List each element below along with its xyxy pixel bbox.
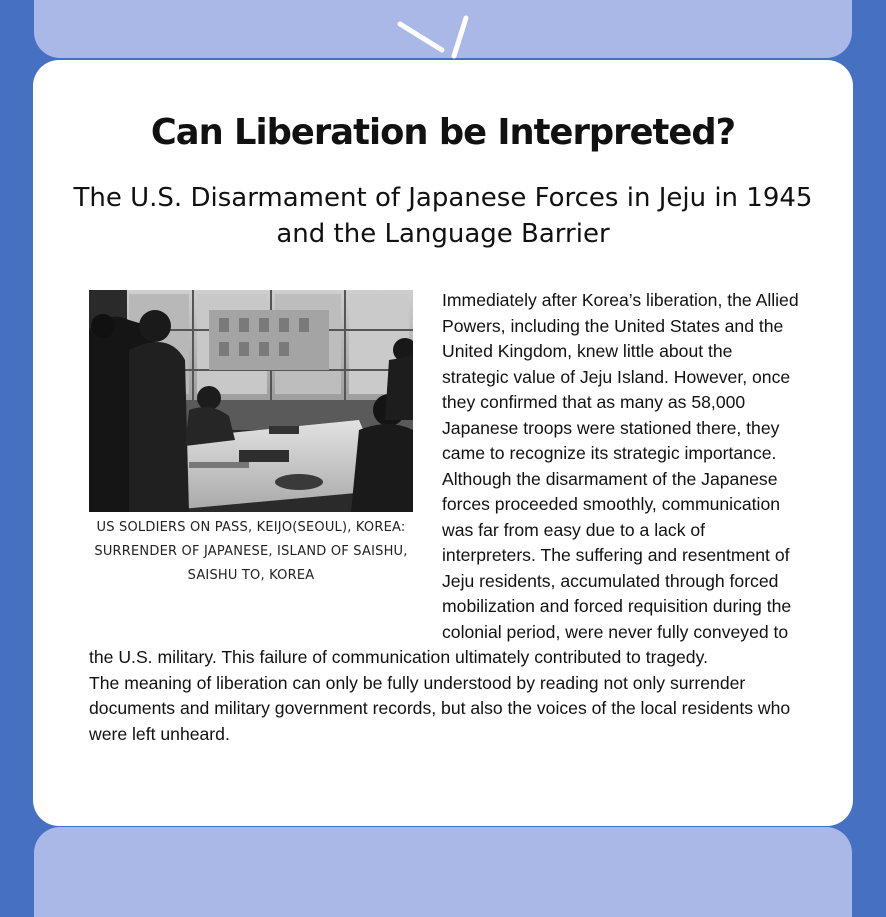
article-body [89, 288, 801, 747]
article-paragraph-1: Immediately after Korea’s liberation, the Allied Powers, including the United States and the United Kingdom, knew little about the strategic value of Jeju Island. However, once they confirmed that as many as 58,000 Japanese troops were stationed there, they came to recognize its strategic importance. Although the disarmament of the Japanese forces proceeded smoothly, communication was far from easy due to a lack of interpreters. The suffering and resentment of Jeju residents, accumulated through forced mobilization and forced requisition during the colonial period, were never fully conveyed to the U.S. military. This failure of communication ultimately contributed to tragedy. [89, 290, 799, 667]
antenna-icon [390, 14, 480, 64]
photo-caption: US SOLDIERS ON PASS, KEIJO(SEOUL), KOREA: SURRENDER OF JAPANESE, ISLAND OF SAISHU, SAISHU TO, KOREA [94, 520, 408, 583]
page-title: Can Liberation be Interpreted? [150, 112, 736, 153]
photo-spacer [89, 288, 442, 623]
bottom-tab [34, 827, 852, 917]
content-card [33, 60, 853, 826]
page-subtitle: The U.S. Disarmament of Japanese Forces in Jeju in 1945 and the Language Barrier [73, 183, 813, 249]
article-paragraph-2: The meaning of liberation can only be fully understood by reading not only surrender documents and military government records, but also the voices of the local residents who were left unheard. [89, 672, 791, 744]
